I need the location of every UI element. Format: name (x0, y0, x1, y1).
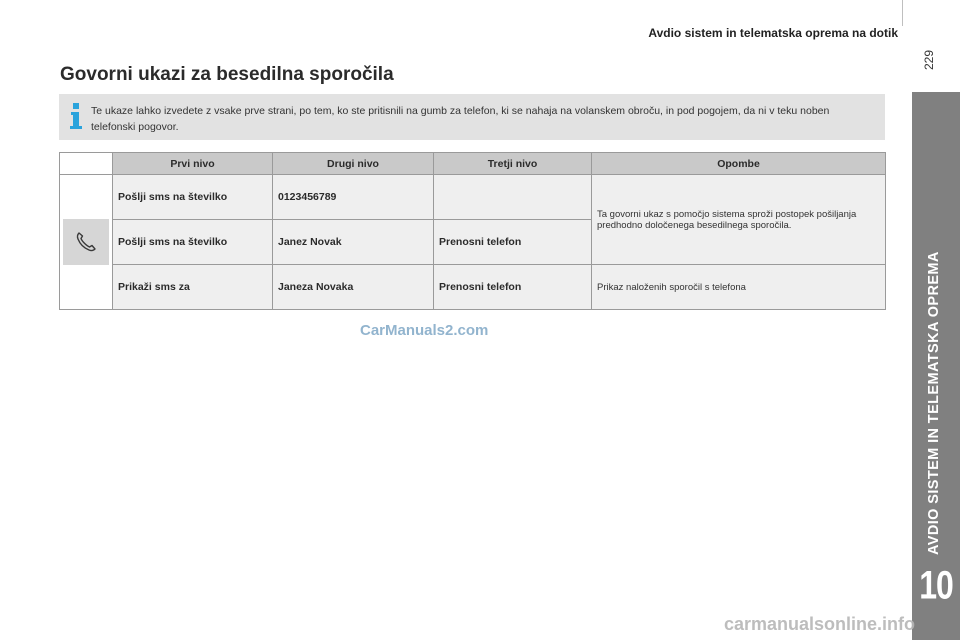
voice-commands-table (59, 152, 886, 310)
table-cell: Prenosni telefon (434, 220, 592, 265)
column-header: Drugi nivo (273, 153, 434, 175)
icon-cell (60, 175, 113, 310)
phone-icon (74, 230, 98, 254)
note-cell: Ta govorni ukaz s pomočjo sistema sproži postopek pošiljanja predhodno določenega besedilnega sporočila. (592, 175, 886, 265)
table-cell: Janez Novak (273, 220, 434, 265)
header-divider (902, 0, 903, 26)
table-cell: Janeza Novaka (273, 265, 434, 310)
column-header: Prvi nivo (113, 153, 273, 175)
info-text: Te ukaze lahko izvedete z vsake prve strani, po tem, ko ste pritisnili na gumb za telefon, ki se nahaja na volanskem obroču, in pod pogojem, da ni v teku noben telefonski pogovor. (91, 105, 830, 133)
phone-icon-box (63, 219, 109, 265)
watermark-link[interactable]: CarManuals2.com (360, 322, 489, 339)
chapter-label: AVDIO SISTEM IN TELEMATSKA OPREMA (926, 251, 942, 555)
chapter-number: 10 (919, 562, 953, 608)
table-cell: Pošlji sms na številko (113, 175, 273, 220)
table-cell: Prikaži sms za (113, 265, 273, 310)
column-header: Tretji nivo (434, 153, 592, 175)
watermark-footer: carmanualsonline.info (724, 614, 916, 634)
table-cell: 0123456789 (273, 175, 434, 220)
column-header: Opombe (592, 153, 886, 175)
info-icon (69, 102, 83, 130)
table-row (60, 265, 886, 310)
section-title: Govorni ukazi za besedilna sporočila (60, 64, 394, 85)
running-header: Avdio sistem in telematska oprema na dotik (648, 26, 898, 40)
table-cell: Prenosni telefon (434, 265, 592, 310)
table-header-row (60, 153, 886, 175)
note-cell: Prikaz naloženih sporočil s telefona (592, 265, 886, 310)
page-number: 229 (922, 49, 936, 70)
icon-column-header (60, 153, 113, 175)
chapter-side-tab (912, 92, 960, 640)
info-box (59, 94, 885, 140)
table-cell: Pošlji sms na številko (113, 220, 273, 265)
table-cell (434, 175, 592, 220)
table-row (60, 175, 886, 220)
